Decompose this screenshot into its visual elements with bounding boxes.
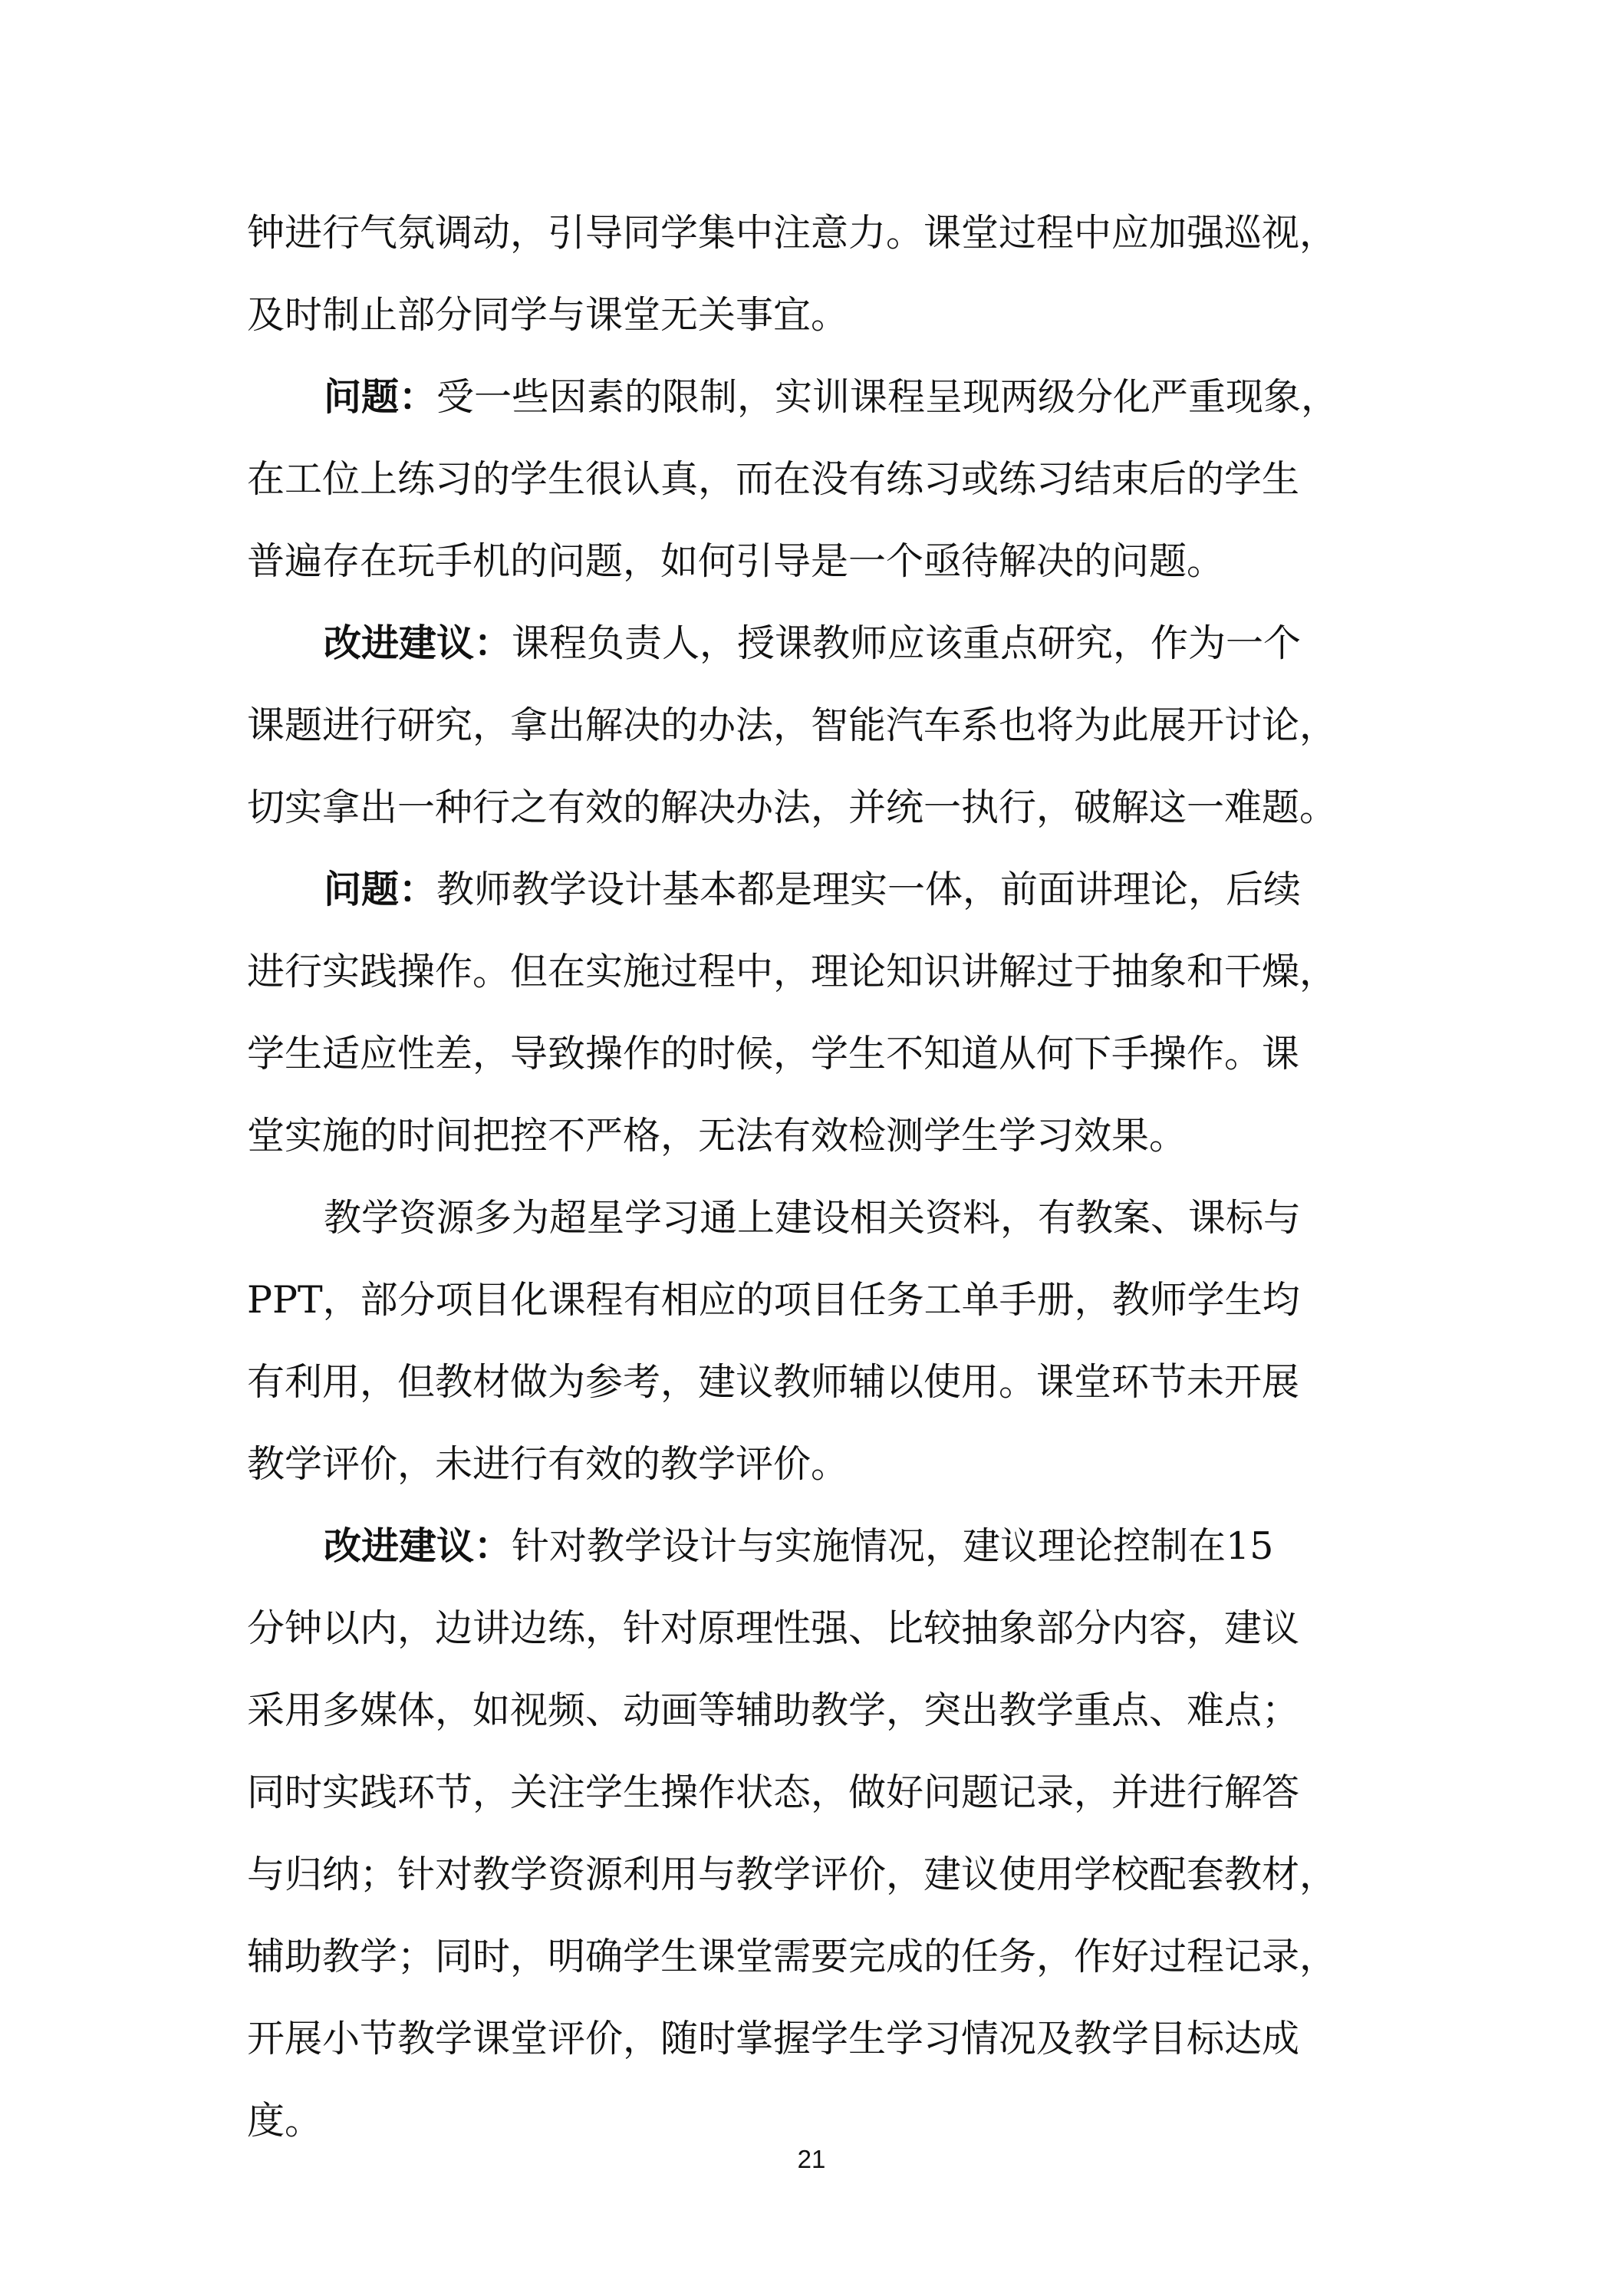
text-line: 度。 — [247, 2099, 323, 2143]
text-line — [247, 848, 1397, 931]
problem-label: 问题： — [324, 868, 437, 911]
body-text — [247, 192, 1397, 2162]
text-line: 普遍存在玩手机的问题，如何引导是一个亟待解决的问题。 — [247, 539, 1225, 583]
text-line: 与归纳；针对教学资源利用与教学评价，建议使用学校配套教材， — [247, 1853, 1338, 1896]
text-line: 及时制止部分同学与课堂无关事宜。 — [247, 293, 849, 337]
text-line: 学生适应性差，导致操作的时候，学生不知道从何下手操作。课 — [247, 1032, 1300, 1076]
text-line — [247, 602, 1397, 684]
text-line: 同时实践环节，关注学生操作状态，做好问题记录，并进行解答 — [247, 1771, 1300, 1814]
paragraph-suggestion-2 — [247, 1505, 1397, 2162]
text-line: 教学资源多为超星学习通上建设相关资料，有教案、课标与 — [324, 1196, 1302, 1240]
paragraph-problem-1 — [247, 356, 1397, 602]
text-line: 钟进行气氛调动，引导同学集中注意力。课堂过程中应加强巡视， — [247, 211, 1338, 255]
text-line — [247, 1505, 1397, 1587]
text-line: 切实拿出一种行之有效的解决办法，并统一执行，破解这一难题。 — [247, 786, 1338, 829]
suggestion-label: 改进建议： — [324, 1524, 512, 1568]
text-line: 分钟以内，边讲边练，针对原理性强、比较抽象部分内容，建议 — [247, 1606, 1300, 1650]
text-line: PPT，部分项目化课程有相应的项目任务工单手册，教师学生均 — [247, 1278, 1300, 1322]
paragraph-continuation — [247, 192, 1397, 356]
text-line: 课题进行研究，拿出解决的办法，智能汽车系也将为此展开讨论， — [247, 703, 1338, 747]
problem-label: 问题： — [324, 375, 437, 419]
text-line: 辅助教学；同时，明确学生课堂需要完成的任务，作好过程记录， — [247, 1935, 1338, 1978]
paragraph-suggestion-1 — [247, 602, 1397, 848]
paragraph-problem-2 — [247, 848, 1397, 1177]
text-line: 堂实施的时间把控不严格，无法有效检测学生学习效果。 — [247, 1114, 1187, 1158]
text-run: 教师教学设计基本都是理实一体，前面讲理论，后续 — [436, 868, 1302, 911]
text-line — [247, 356, 1397, 438]
text-line: 教学评价，未进行有效的教学评价。 — [247, 1442, 849, 1486]
text-line: 进行实践操作。但在实施过程中，理论知识讲解过于抽象和干燥， — [247, 950, 1338, 993]
text-line: 在工位上练习的学生很认真，而在没有练习或练习结束后的学生 — [247, 457, 1300, 501]
text-line: 开展小节教学课堂评价，随时掌握学生学习情况及教学目标达成 — [247, 2017, 1300, 2060]
suggestion-label: 改进建议： — [324, 621, 512, 665]
text-run: 受一些因素的限制，实训课程呈现两级分化严重现象， — [436, 375, 1339, 419]
page-number: 21 — [797, 2145, 826, 2173]
text-run: 针对教学设计与实施情况，建议理论控制在15 — [512, 1524, 1274, 1568]
text-run: 课程负责人，授课教师应该重点研究，作为一个 — [512, 621, 1302, 665]
text-line: 采用多媒体，如视频、动画等辅助教学，突出教学重点、难点； — [247, 1688, 1300, 1732]
paragraph-resources — [247, 1177, 1397, 1505]
text-line: 有利用，但教材做为参考，建议教师辅以使用。课堂环节未开展 — [247, 1360, 1300, 1404]
